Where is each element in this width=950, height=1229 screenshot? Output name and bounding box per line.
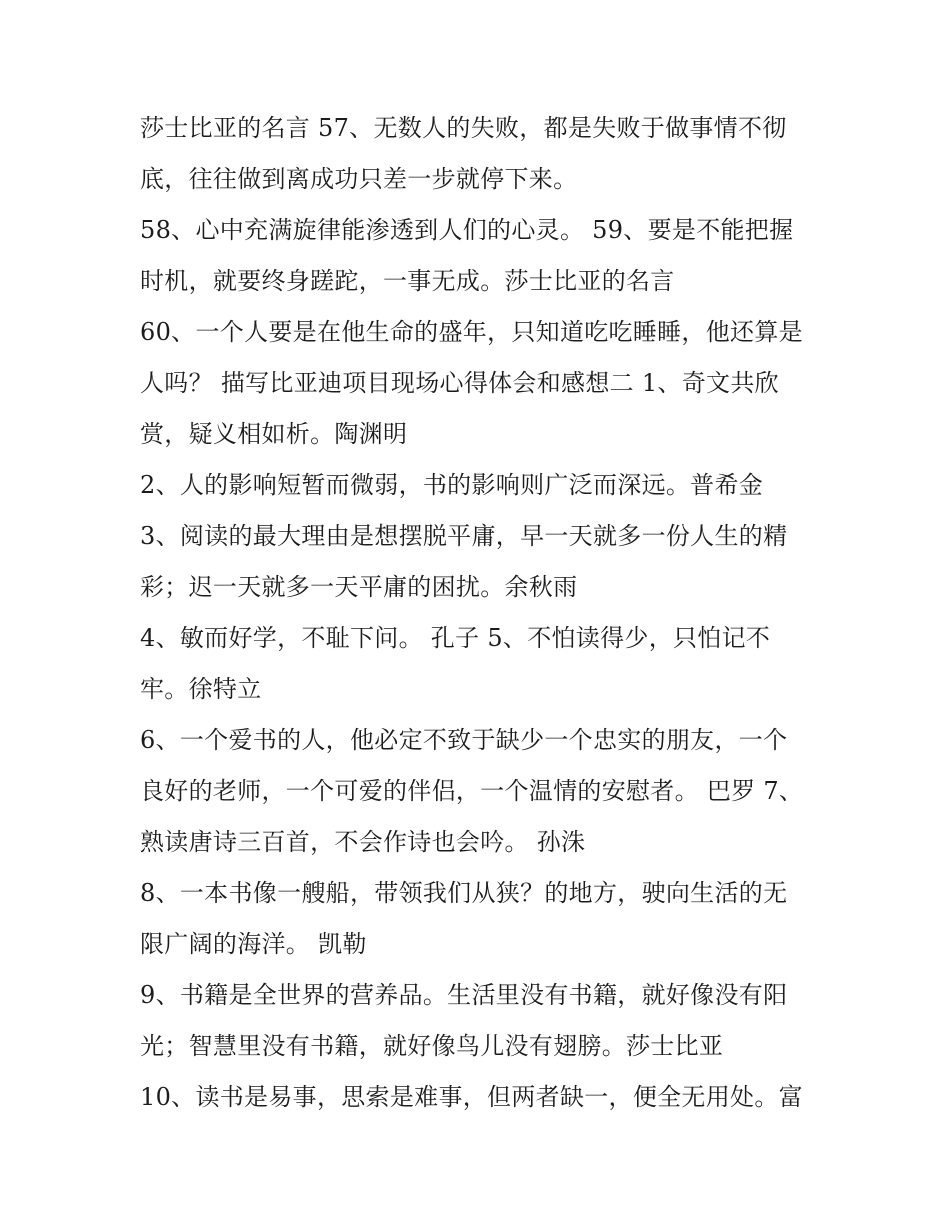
text-line: 58、心中充满旋律能渗透到人们的心灵。 59、要是不能把握	[140, 216, 794, 244]
text-line: 60、一个人要是在他生命的盛年，只知道吃吃睡睡，他还算是	[140, 318, 803, 346]
text-line: 彩；迟一天就多一天平庸的困扰。余秋雨	[140, 573, 578, 601]
text-line: 光；智慧里没有书籍，就好像鸟儿没有翅膀。莎士比亚	[140, 1032, 724, 1060]
text-line: 3、阅读的最大理由是想摆脱平庸，早一天就多一份人生的精	[140, 522, 788, 550]
text-line: 赏，疑义相如析。陶渊明	[140, 420, 408, 448]
text-line: 9、书籍是全世界的营养品。生活里没有书籍，就好像没有阳	[140, 981, 788, 1009]
text-line: 莎士比亚的名言 57、无数人的失败，都是失败于做事情不彻	[140, 114, 787, 142]
text-line: 8、一本书像一艘船，带领我们从狭？的地方，驶向生活的无	[140, 879, 788, 907]
text-line: 10、读书是易事，思索是难事，但两者缺一，便全无用处。富	[140, 1083, 803, 1111]
text-line: 限广阔的海洋。 凯勒	[140, 930, 367, 958]
text-line: 牢。徐特立	[140, 675, 262, 703]
text-line: 熟读唐诗三百首，不会作诗也会吟。 孙洙	[140, 828, 586, 856]
text-line: 人吗？ 描写比亚迪项目现场心得体会和感想二 1、奇文共欣	[140, 369, 779, 397]
text-line: 时机，就要终身蹉跎，一事无成。莎士比亚的名言	[140, 267, 675, 295]
text-line: 底，往往做到离成功只差一步就停下来。	[140, 165, 578, 193]
text-line: 良好的老师，一个可爱的伴侣，一个温情的安慰者。 巴罗 7、	[140, 777, 804, 805]
text-line: 6、一个爱书的人，他必定不致于缺少一个忠实的朋友，一个	[140, 726, 788, 754]
text-line: 2、人的影响短暂而微弱，书的影响则广泛而深远。普希金	[140, 471, 764, 499]
text-line: 4、敏而好学，不耻下问。 孔子 5、不怕读得少，只怕记不	[140, 624, 771, 652]
